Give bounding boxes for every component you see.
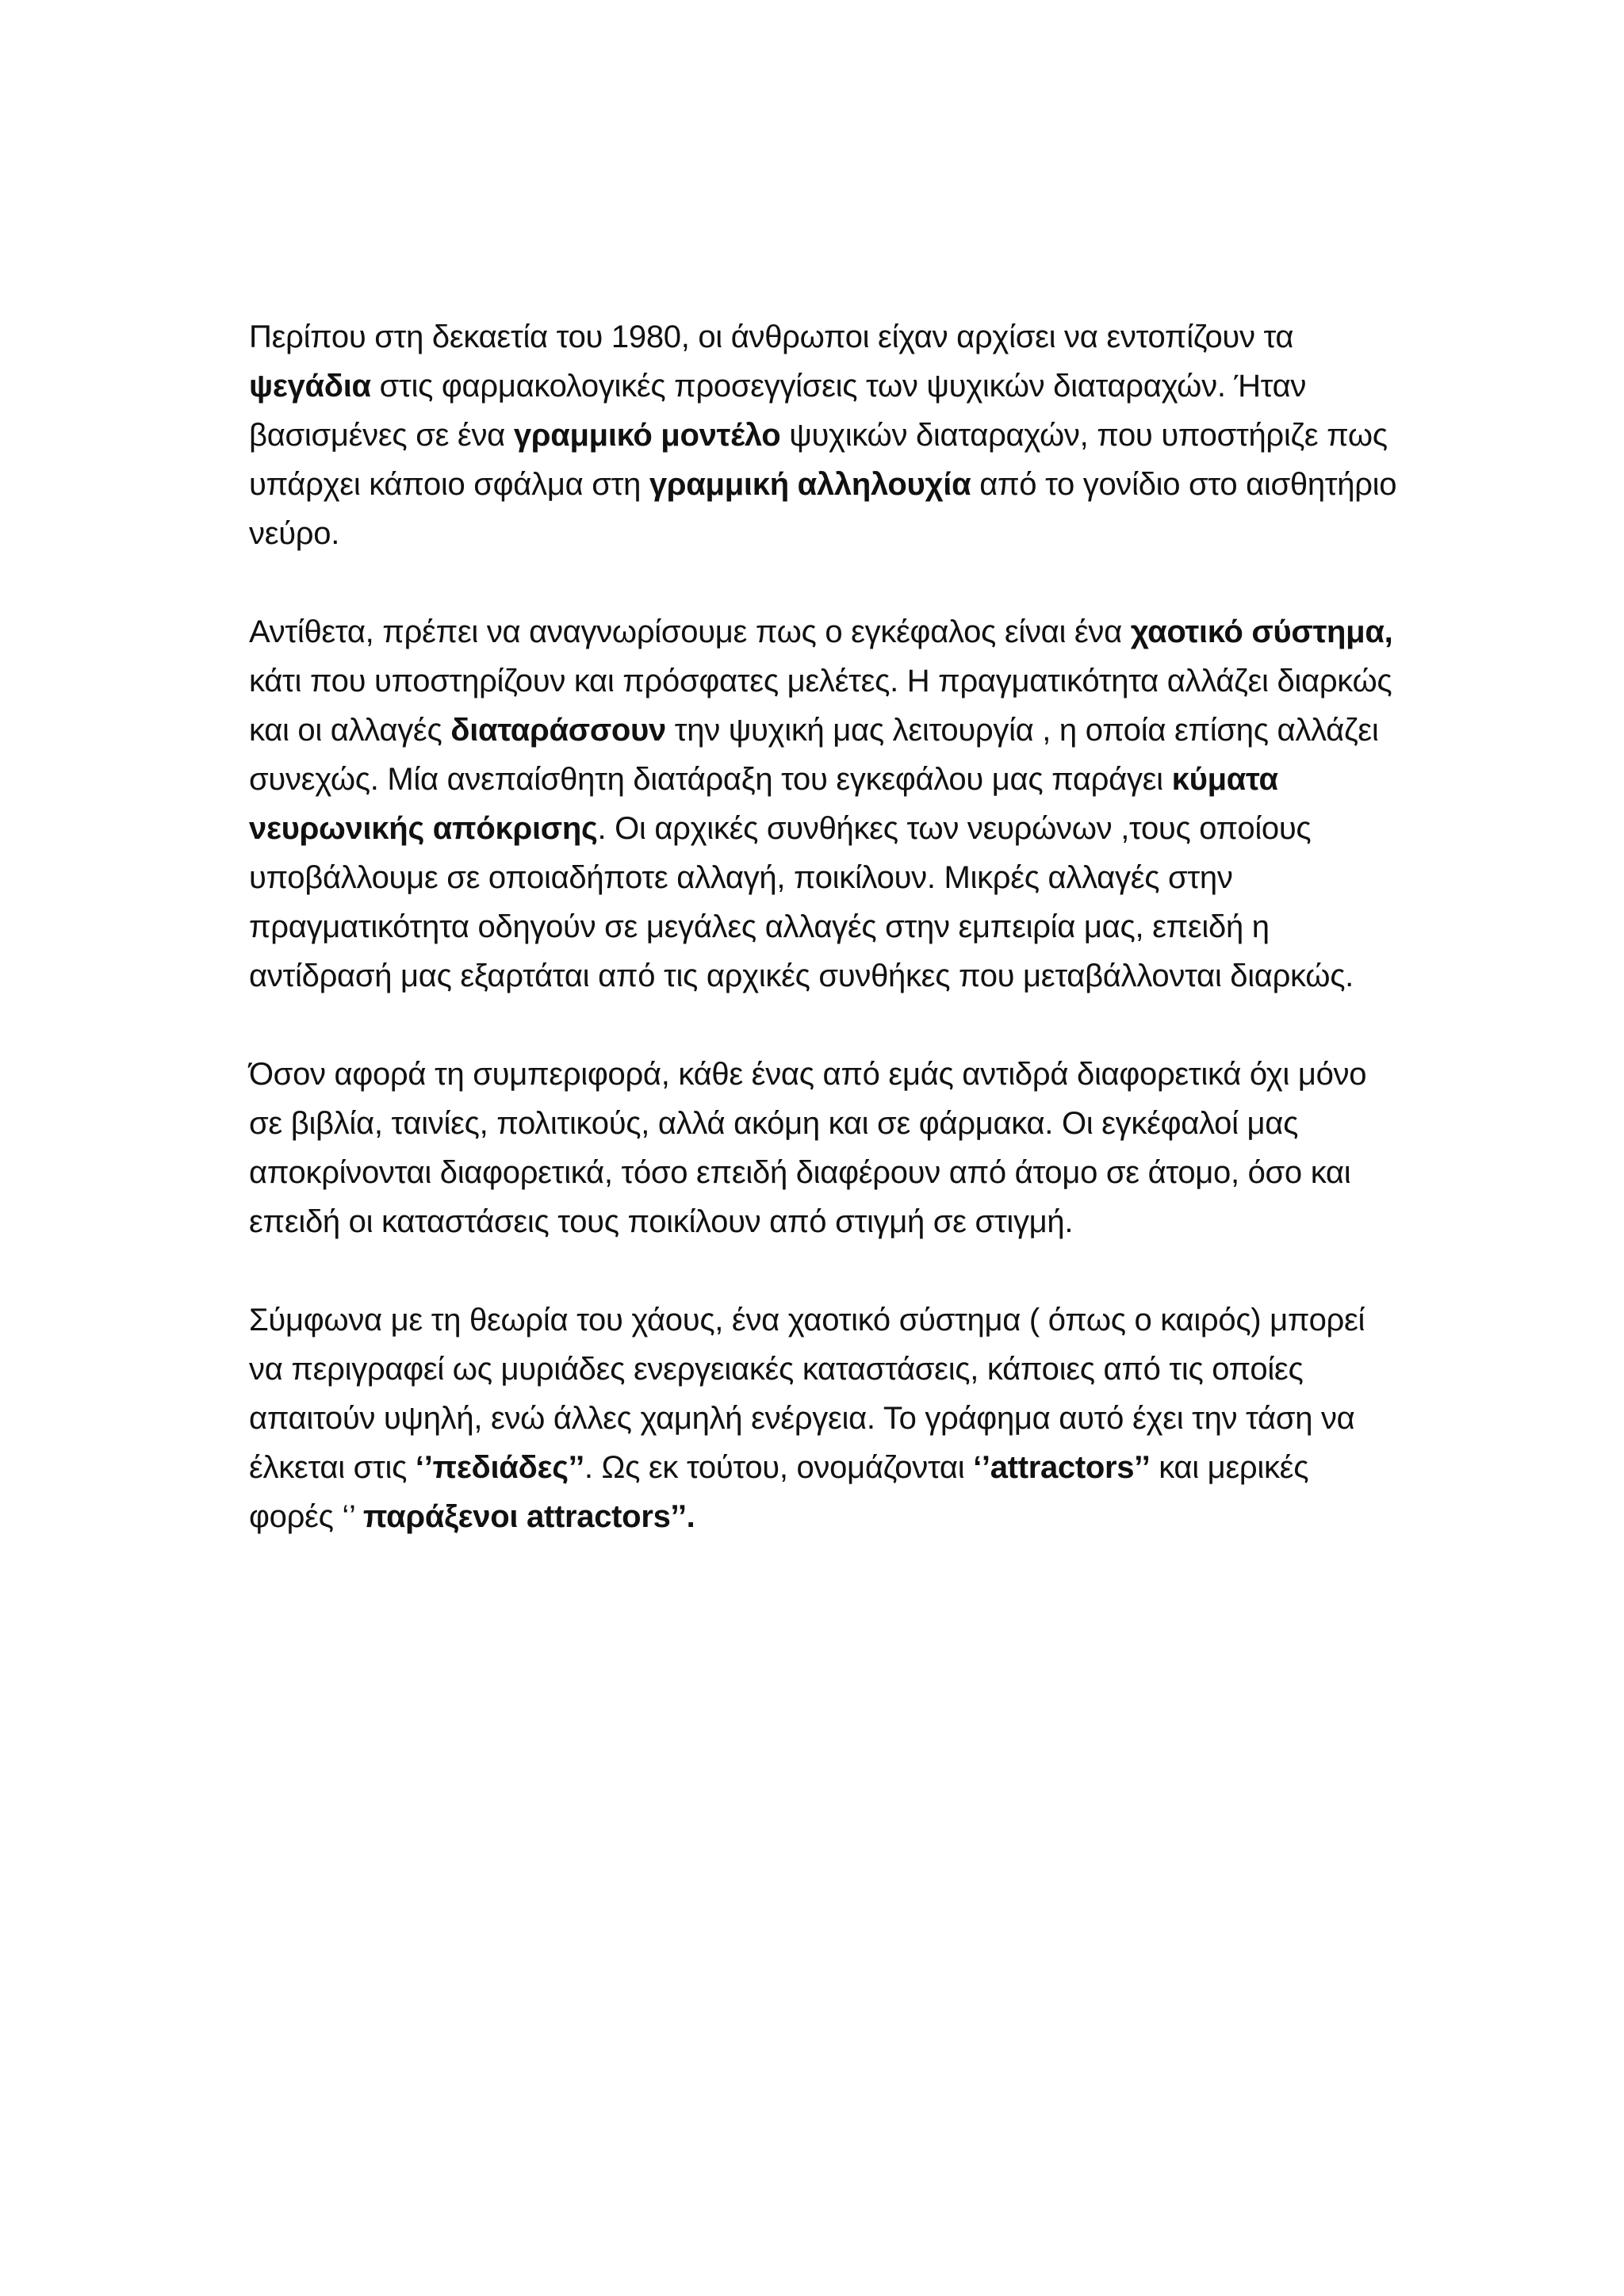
text-segment: Όσον αφορά τη συμπεριφορά, κάθε ένας από εμάς αντιδρά διαφορετικά όχι μόνο σε βιβλία, ταινίες, πολιτικούς, αλλά ακόμη και σε φάρμακα. Οι εγκέφαλοί μας αποκρίνονται διαφορετικά, τόσο επειδή διαφέρουν από άτομο σε άτομο, όσο και επειδή οι καταστάσεις τους ποικίλουν από στιγμή σε στιγμή. (249, 1057, 1367, 1239)
text-segment: ψυχικών διαταραχών, που υποστήριζε πως υπάρχει κάποιο σφάλμα στη (249, 418, 1388, 502)
text-segment: . Ως εκ τούτου, ονομάζονται (584, 1450, 974, 1485)
text-segment: και μερικές φορές ‘’ (249, 1450, 1309, 1534)
paragraph-4 (249, 1295, 1399, 1541)
bold-term: γραμμική αλληλουχία (649, 467, 971, 502)
document-body (249, 312, 1399, 1541)
text-segment: . Οι αρχικές συνθήκες των νευρώνων ,τους οποίους υποβάλλουμε σε οποιαδήποτε αλλαγή, ποικίλουν. Μικρές αλλαγές στην πραγματικότητα οδηγούν σε μεγάλες αλλαγές στην εμπειρία μας, επειδή η αντίδρασή μας εξαρτάται από τις αρχικές συνθήκες που μεταβάλλονται διαρκώς. (249, 811, 1354, 993)
bold-term: διαταράσσουν (450, 713, 666, 748)
bold-term: γραμμικό μοντέλο (513, 418, 781, 453)
bold-term: παράξενοι attractors’’. (362, 1499, 695, 1534)
bold-term: ‘’πεδιάδες’’ (415, 1450, 584, 1485)
text-segment: Αντίθετα, πρέπει να αναγνωρίσουμε πως ο εγκέφαλος είναι ένα (249, 614, 1131, 649)
text-segment: Περίπου στη δεκαετία του 1980, οι άνθρωποι είχαν αρχίσει να εντοπίζουν τα (249, 320, 1294, 354)
bold-term: κύματα νευρωνικής απόκρισης (249, 762, 1278, 846)
text-segment: στις φαρμακολογικές προσεγγίσεις των ψυχικών διαταραχών. Ήταν βασισμένες σε ένα (249, 369, 1307, 453)
bold-term: χαοτικό σύστημα, (1130, 614, 1393, 649)
paragraph-3 (249, 1050, 1399, 1246)
text-segment: από το γονίδιο στο αισθητήριο νεύρο. (249, 467, 1397, 551)
paragraph-1 (249, 312, 1399, 558)
text-segment: Σύμφωνα με τη θεωρία του χάους, ένα χαοτικό σύστημα ( όπως ο καιρός) μπορεί να περιγραφεί ως μυριάδες ενεργειακές καταστάσεις, κάποιες από τις οποίες απαιτούν υψηλή, ενώ άλλες χαμηλή ενέργεια. Το γράφημα αυτό έχει την τάση να έλκεται στις (249, 1303, 1365, 1485)
paragraph-2 (249, 607, 1399, 1001)
bold-term: ‘’attractors’’ (973, 1450, 1151, 1485)
text-segment: την ψυχική μας λειτουργία , η οποία επίσης αλλάζει συνεχώς. Μία ανεπαίσθητη διατάραξη του εγκεφάλου μας παράγει (249, 713, 1379, 797)
text-segment: κάτι που υποστηρίζουν και πρόσφατες μελέτες. Η πραγματικότητα αλλάζει διαρκώς και οι αλλαγές (249, 664, 1392, 748)
bold-term: ψεγάδια (249, 369, 371, 404)
